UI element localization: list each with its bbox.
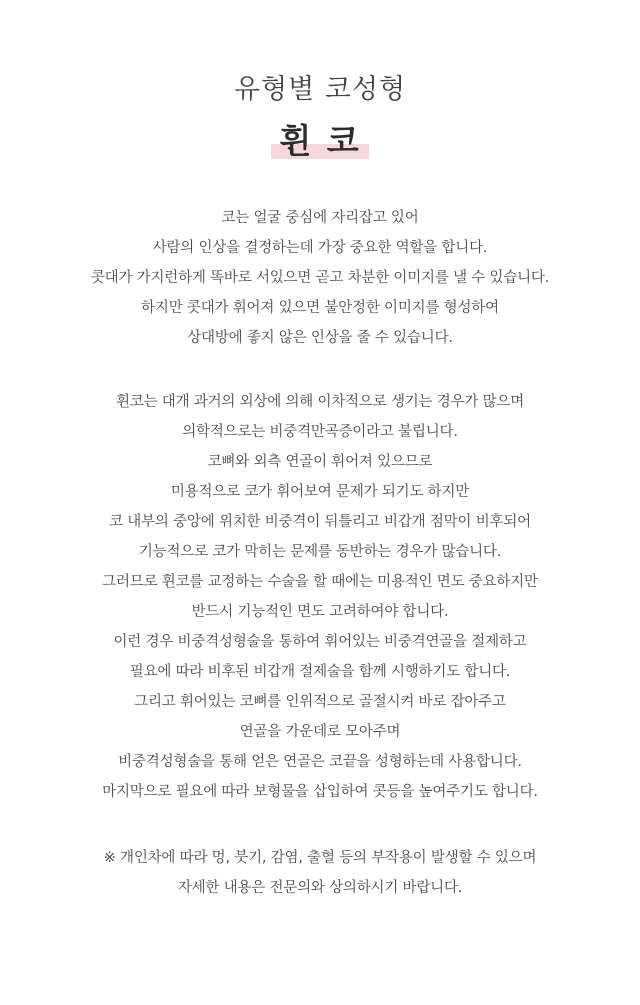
intro-paragraph [20, 203, 620, 353]
intro-line-5: 상대방에 좋지 않은 인상을 줄 수 있습니다. [187, 329, 453, 346]
body-line-4: 미용적으로 코가 휘어보여 문제가 되기도 하지만 [170, 483, 470, 500]
body-line-14: 마지막으로 필요에 따라 보형물을 삽입하여 콧등을 높여주기도 합니다. [102, 783, 538, 800]
body-line-3: 코뼈와 외측 연골이 휘어져 있으므로 [207, 453, 433, 470]
note-line-1: ※ 개인차에 따라 멍, 붓기, 감염, 출혈 등의 부작용이 발생할 수 있으며 [103, 849, 537, 866]
body-line-8: 반드시 기능적인 면도 고려하여야 합니다. [191, 603, 449, 620]
subtitle-highlight [271, 121, 368, 161]
body-paragraph [20, 387, 620, 807]
intro-line-4: 하지만 콧대가 휘어져 있으면 불안정한 이미지를 형성하여 [141, 299, 499, 316]
body-line-13: 비중격성형술을 통해 얻은 연골은 코끝을 성형하는데 사용합니다. [118, 753, 522, 770]
intro-line-3: 콧대가 가지런하게 똑바로 서있으면 곧고 차분한 이미지를 낼 수 있습니다. [90, 269, 550, 286]
intro-line-1: 코는 얼굴 중심에 자리잡고 있어 [221, 209, 419, 226]
title-block [234, 72, 406, 161]
body-line-11: 그리고 휘어있는 코뼈를 인위적으로 골절시켜 바로 잡아주고 [134, 693, 506, 710]
note-line-2: 자세한 내용은 전문의와 상의하시기 바랍니다. [177, 879, 463, 896]
note-paragraph [20, 843, 620, 903]
body-line-12: 연골을 가운데로 모아주며 [239, 723, 401, 740]
body-line-9: 이런 경우 비중격성형술을 통하여 휘어있는 비중격연골을 절제하고 [113, 633, 527, 650]
body-line-5: 코 내부의 중앙에 위치한 비중격이 뒤틀리고 비갑개 점막이 비후되어 [109, 513, 531, 530]
body-line-1: 휜코는 대개 과거의 외상에 의해 이차적으로 생기는 경우가 많으며 [115, 393, 525, 410]
intro-line-2: 사람의 인상을 결정하는데 가장 중요한 역할을 합니다. [152, 239, 488, 256]
subtitle-text: 휜 코 [279, 121, 361, 161]
body-line-2: 의학적으로는 비중격만곡증이라고 불립니다. [182, 423, 458, 440]
subtitle-highlight-wrap [234, 121, 406, 161]
body-line-10: 필요에 따라 비후된 비갑개 절제술을 함께 시행하기도 합니다. [129, 663, 511, 680]
body-line-7: 그러므로 휜코를 교정하는 수술을 할 때에는 미용적인 면도 중요하지만 [102, 573, 538, 590]
page-title: 유형별 코성형 [233, 74, 407, 105]
body-line-6: 기능적으로 코가 막히는 문제를 동반하는 경우가 많습니다. [138, 543, 502, 560]
